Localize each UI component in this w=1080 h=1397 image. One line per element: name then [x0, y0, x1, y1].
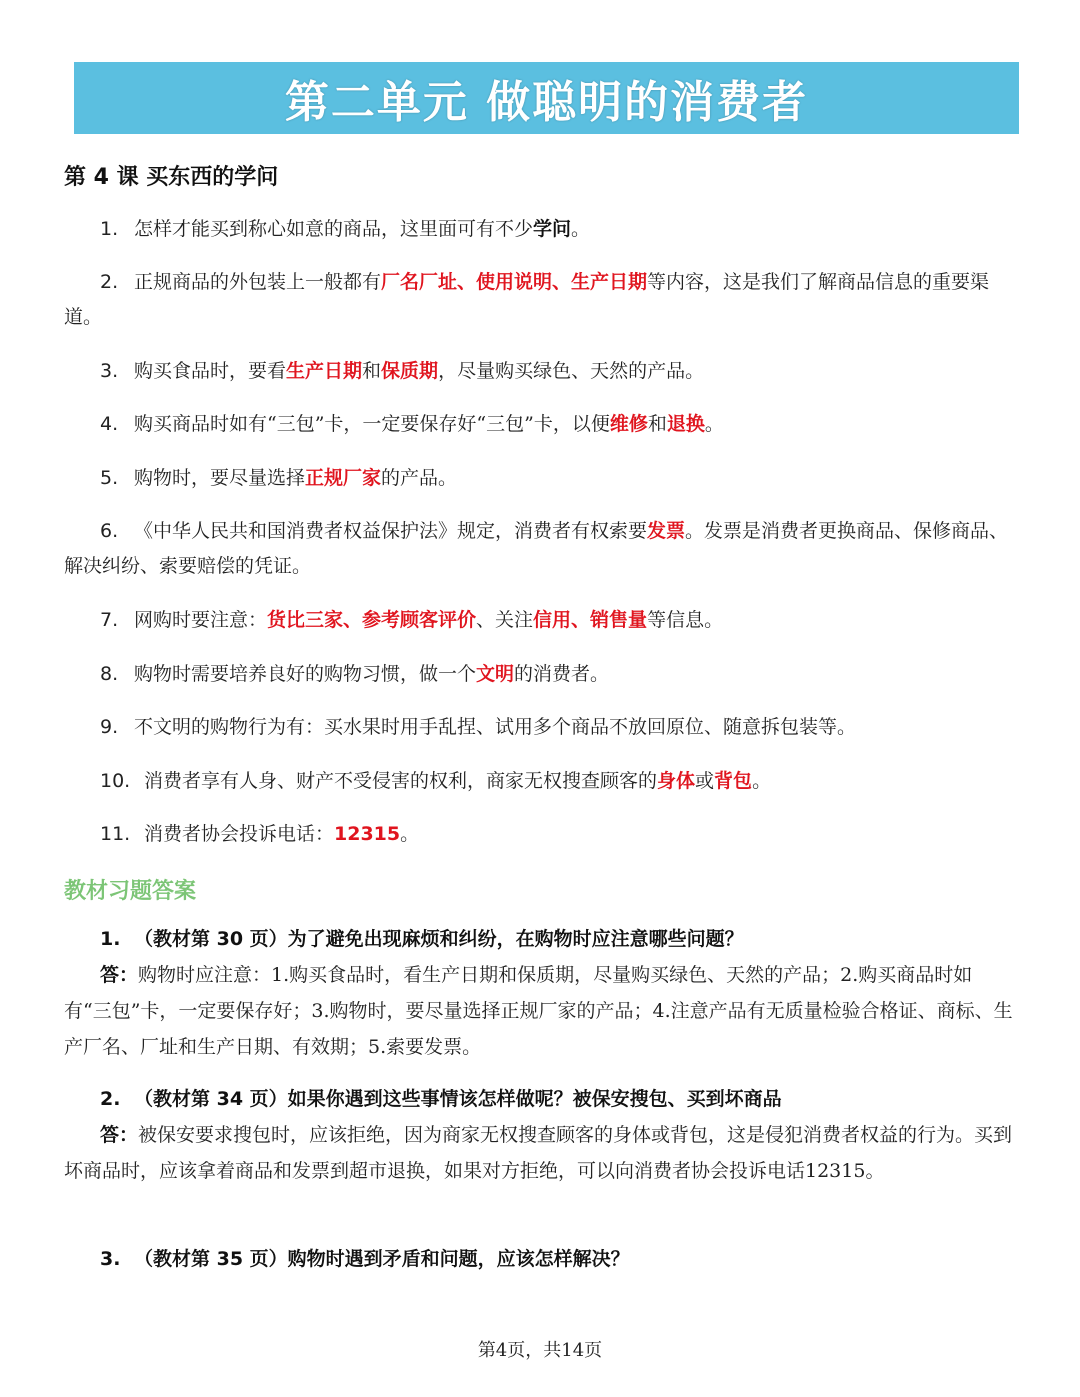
key-term: 退换 — [666, 413, 705, 435]
item-number: 7. — [100, 609, 119, 631]
exercise-answer-1: 答：购物时应注意：1.购买食品时，看生产日期和保质期，尽量购买绿色、天然的产品；2.购买商品时如有“三包”卡，一定要保存好；3.购物时，要尽量选择正规厂家的产品；4.注意产品有无质量检验合格证、商标、生产厂名、厂址和生产日期、有效期；5.索要发票。 — [64, 964, 1013, 1058]
key-term: 正规厂家 — [305, 467, 382, 489]
key-term: 背包 — [714, 770, 753, 792]
question-number: 2. — [100, 1088, 121, 1110]
key-term: 身体 — [657, 770, 696, 792]
key-term: 生产日期 — [286, 360, 363, 382]
item-number: 3. — [100, 360, 119, 382]
lesson-title: 第 4 课 买东西的学问 — [64, 165, 279, 190]
knowledge-item-5: 5. 购物时，要尽量选择正规厂家的产品。 — [64, 461, 1014, 496]
unit-banner — [74, 62, 1019, 134]
item-number: 2. — [100, 271, 119, 293]
item-number: 4. — [100, 413, 119, 435]
answer-label: 答： — [100, 964, 139, 986]
key-term: 货比三家、参考顾客评价 — [267, 609, 477, 631]
knowledge-item-10: 10. 消费者享有人身、财产不受侵害的权利，商家无权搜查顾客的身体或背包。 — [64, 764, 1014, 799]
key-term: 维修 — [609, 413, 648, 435]
exercises-heading: 教材习题答案 — [64, 879, 197, 904]
question-number: 1. — [100, 928, 121, 950]
knowledge-item-11: 11. 消费者协会投诉电话：12315。 — [64, 817, 1014, 852]
exercise-question-3: 3. （教材第 35 页）购物时遇到矛盾和问题，应该怎样解决？ — [64, 1242, 1014, 1277]
key-term: 文明 — [476, 663, 515, 685]
key-term: 12315 — [334, 823, 401, 845]
item-number: 10. — [100, 770, 131, 792]
unit-title: 第二单元 做聪明的消费者 — [284, 77, 809, 128]
knowledge-item-4: 4. 购买商品时如有“三包”卡，一定要保存好“三包”卡，以便维修和退换。 — [64, 407, 1014, 442]
exercise-question-2: 2. （教材第 34 页）如果你遇到这些事情该怎样做呢？被保安搜包、买到坏商品 — [64, 1082, 1014, 1117]
question-number: 3. — [100, 1248, 121, 1270]
key-term: 保质期 — [381, 360, 439, 382]
key-term: 厂名厂址、使用说明、生产日期 — [381, 271, 648, 293]
knowledge-item-8: 8. 购物时需要培养良好的购物习惯，做一个文明的消费者。 — [64, 657, 1014, 692]
item-number: 5. — [100, 467, 119, 489]
page-footer: 第4页，共14页 — [477, 1340, 603, 1361]
knowledge-item-3: 3. 购买食品时，要看生产日期和保质期，尽量购买绿色、天然的产品。 — [64, 354, 1014, 389]
knowledge-item-6: 6. 《中华人民共和国消费者权益保护法》规定，消费者有权索要发票。发票是消费者更换商品、保修商品、解决纠纷、索要赔偿的凭证。 — [64, 514, 1014, 584]
knowledge-item-7: 7. 网购时要注意：货比三家、参考顾客评价、关注信用、销售量等信息。 — [64, 603, 1014, 638]
item-number: 8. — [100, 663, 119, 685]
item-number: 9. — [100, 716, 119, 738]
knowledge-item-9: 9. 不文明的购物行为有：买水果时用手乱捏、试用多个商品不放回原位、随意拆包装等。 — [64, 710, 1014, 745]
exercise-question-1: 1. （教材第 30 页）为了避免出现麻烦和纠纷，在购物时应注意哪些问题？ — [64, 922, 1014, 957]
exercise-answer-2: 答：被保安要求搜包时，应该拒绝，因为商家无权搜查顾客的身体或背包，这是侵犯消费者权益的行为。买到坏商品时，应该拿着商品和发票到超市退换，如果对方拒绝，可以向消费者协会投诉电话12315。 — [64, 1124, 1013, 1182]
knowledge-item-2: 2. 正规商品的外包装上一般都有厂名厂址、使用说明、生产日期等内容，这是我们了解商品信息的重要渠道。 — [64, 265, 1014, 335]
item-number: 1. — [100, 218, 119, 240]
item-number: 6. — [100, 520, 119, 542]
key-term: 信用、销售量 — [533, 609, 648, 631]
knowledge-item-1: 1. 怎样才能买到称心如意的商品，这里面可有不少学问。 — [64, 212, 1014, 247]
key-term: 发票 — [647, 520, 686, 542]
item-number: 11. — [100, 823, 131, 845]
answer-label: 答： — [100, 1124, 139, 1146]
